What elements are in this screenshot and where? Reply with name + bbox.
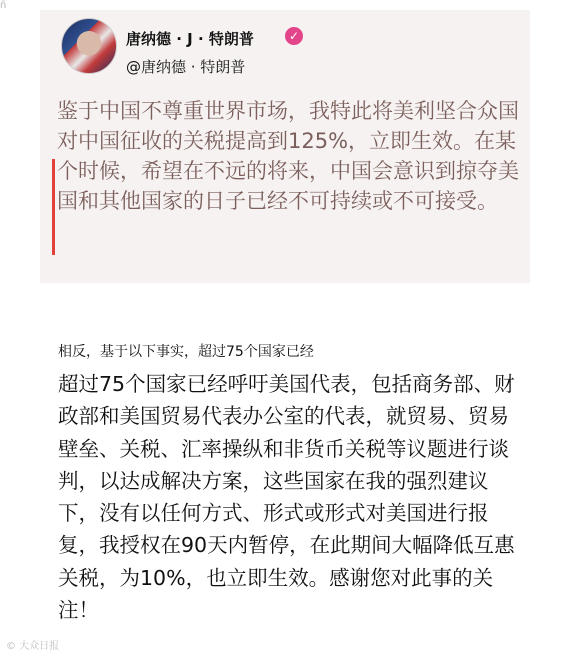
user-handle: @唐纳德 · 特朗普: [126, 58, 246, 76]
accent-bar: [52, 159, 55, 255]
verified-badge-icon: ✓: [285, 27, 303, 45]
watermark: © 大众日报: [6, 641, 60, 652]
post-card: [40, 10, 530, 283]
section-heading: 相反，基于以下事实，超过75个国家已经: [58, 344, 314, 360]
main-text: 超过75个国家已经呼吁美国代表，包括商务部、财政部和美国贸易代表办公室的代表，就贸易、贸易壁垒、关税、汇率操纵和非货币关税等议题进行谈判，以达成解决方案，这些国家在我的强烈建议下，没有以任何方式、形式或形式对美国进行报复，我授权在90天内暂停，在此期间大幅降低互惠关税，为10%，也立即生效。感谢您对此事的关注！: [58, 372, 515, 623]
post-body: 鉴于中国不尊重世界市场，我特此将美利坚合众国对中国征收的关税提高到125%，立即生效。在某个时候，希望在不远的将来，中国会意识到掠夺美国和其他国家的日子已经不可持续或不可接受。: [57, 99, 519, 213]
avatar[interactable]: [61, 18, 117, 74]
corner-mark: ñ: [0, 0, 7, 11]
display-name[interactable]: 唐纳德 · J · 特朗普: [126, 30, 254, 48]
